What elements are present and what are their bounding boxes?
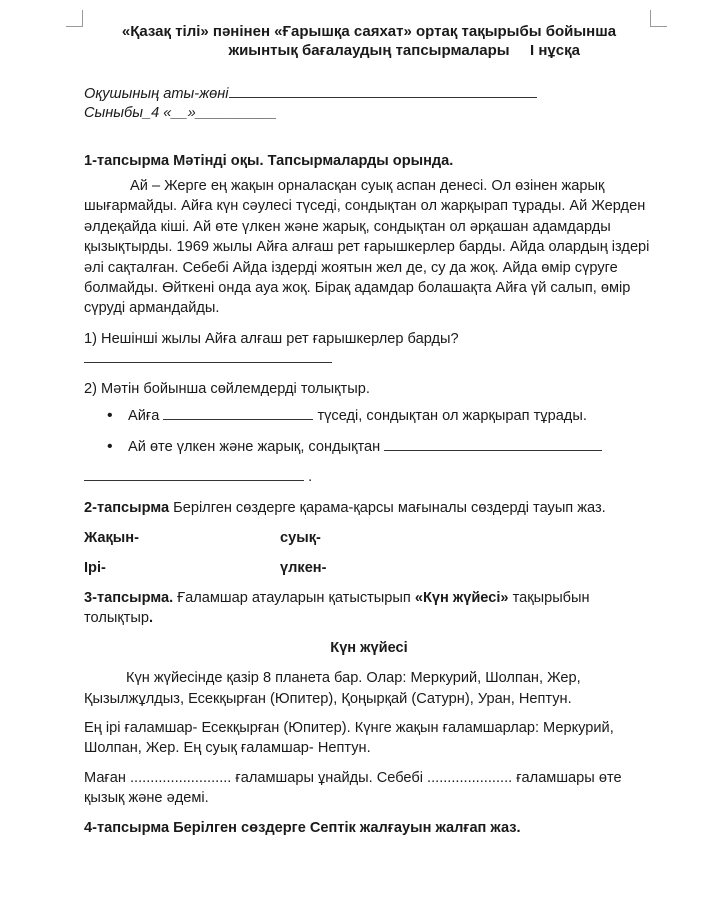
student-name-blank[interactable] (229, 84, 537, 98)
bullet-2-blank[interactable] (384, 437, 602, 451)
student-class-label: Сыныбы_4 «__» (84, 105, 196, 121)
task2-word-1: Жақын- (84, 529, 139, 546)
student-class-row (84, 104, 654, 123)
task3-paragraph-2: Ең ірі ғаламшар- Есекқырған (Юпитер). Күнге жақын ғаламшарлар: Меркурий, Шолпан, Жер. Ең суық ғаламшар- Нептун. (84, 719, 614, 756)
bullet-1-end: түседі, сондықтан ол жарқырап тұрады. (317, 407, 587, 424)
bullet-item-1 (128, 406, 654, 426)
bullet-item-2 (128, 437, 654, 457)
bullet-1-blank[interactable] (163, 406, 313, 420)
task3-text-c: тақырыбын толықтыр (84, 589, 590, 626)
task3-paragraph (84, 588, 654, 628)
title-line-2-row (84, 41, 654, 60)
bullet-2-start: Ай өте үлкен және жарық, сондықтан (128, 438, 381, 455)
task2-word-4: үлкен- (280, 559, 327, 576)
task1-question-1: 1) Нешінші жылы Айға алғаш рет ғарышкерлер барды? (84, 330, 459, 347)
bullet-2-blank-continued[interactable] (84, 467, 304, 481)
task3-text-d: . (149, 609, 154, 626)
student-fields (84, 84, 654, 123)
bullet-2-continuation (84, 467, 654, 487)
task1-heading: 1-тапсырма Мәтінді оқы. Тапсырмаларды орында. (84, 153, 454, 169)
task1-answer-1-blank[interactable] (84, 349, 332, 363)
task1-answer-1-row (84, 349, 654, 369)
document-page (84, 22, 654, 838)
task2-row-2 (84, 558, 654, 578)
task4-heading: 4-тапсырма Берілген сөздерге Септік жалғауын жалғап жаз. (84, 819, 521, 836)
bullet-2-end: . (308, 468, 313, 485)
task3-text-a: Ғаламшар атауларын қатыстырып (173, 589, 415, 606)
variant-label: I нұсқа (530, 42, 580, 59)
task1-text: Ай – Жерге ең жақын орналасқан суық аспан денесі. Ол өзінен жарық шығармайды. Айға күн сәулесі түседі, сондықтан ол жарқырап тұрады. Ай Жерден әлдеқайда кіші. Ай өте үлкен және жарық, сондықтан ол әрқашан адамдарды қызықтырды. 1969 жылы Айға алғаш рет ғарышкерлер барды. Айда олардың іздері әлі сақталған. Себебі Айда іздерді жоятын жел де, су да жоқ. Айда өмір сүруге болмайды. Өйткені онда ауа жоқ. Бірақ адамдар болашақта Айға үй салып, өмір сүруді армандайды. (84, 178, 650, 317)
task2-paragraph (84, 498, 654, 518)
student-name-row (84, 84, 654, 104)
crop-mark-top-left (66, 10, 83, 27)
task2-text: Берілген сөздерге қарама-қарсы мағыналы сөздерді тауып жаз. (169, 499, 606, 516)
student-class-blank[interactable]: __________ (195, 105, 277, 121)
document-title (84, 22, 654, 60)
title-line-1: «Қазақ тілі» пәнінен «Ғарышқа саяхат» ортақ тақырыбы бойынша (121, 23, 617, 40)
student-name-label: Оқушының аты-жөні (84, 86, 229, 102)
bullet-1-start: Айға (128, 407, 160, 424)
task1-bullets (84, 406, 654, 457)
task2-word-3: Ірі- (84, 559, 106, 576)
task3-paragraph-3: Маған ......................... ғаламшары ұнайды. Себебі ..................... ғаламшары өте қызық және әдемі. (84, 769, 622, 806)
task3-paragraph-1: Күн жүйесінде қазір 8 планета бар. Олар: Меркурий, Шолпан, Жер, Қызылжұлдыз, Есекқырған (Юпитер), Қоңырқай (Сатурн), Уран, Нептун. (84, 669, 581, 707)
task2-heading: 2-тапсырма (84, 499, 170, 516)
task3-heading: 3-тапсырма. (84, 589, 174, 606)
title-line-2: жиынтық бағалаудың тапсырмалары (228, 42, 510, 59)
task2-row-1 (84, 528, 654, 548)
task1-question-2: 2) Мәтін бойынша сөйлемдерді толықтыр. (84, 380, 370, 397)
task3-subtitle: Күн жүйесі (330, 639, 408, 656)
task3-topic: «Күн жүйесі» (414, 589, 509, 606)
task2-word-2: суық- (280, 529, 321, 546)
